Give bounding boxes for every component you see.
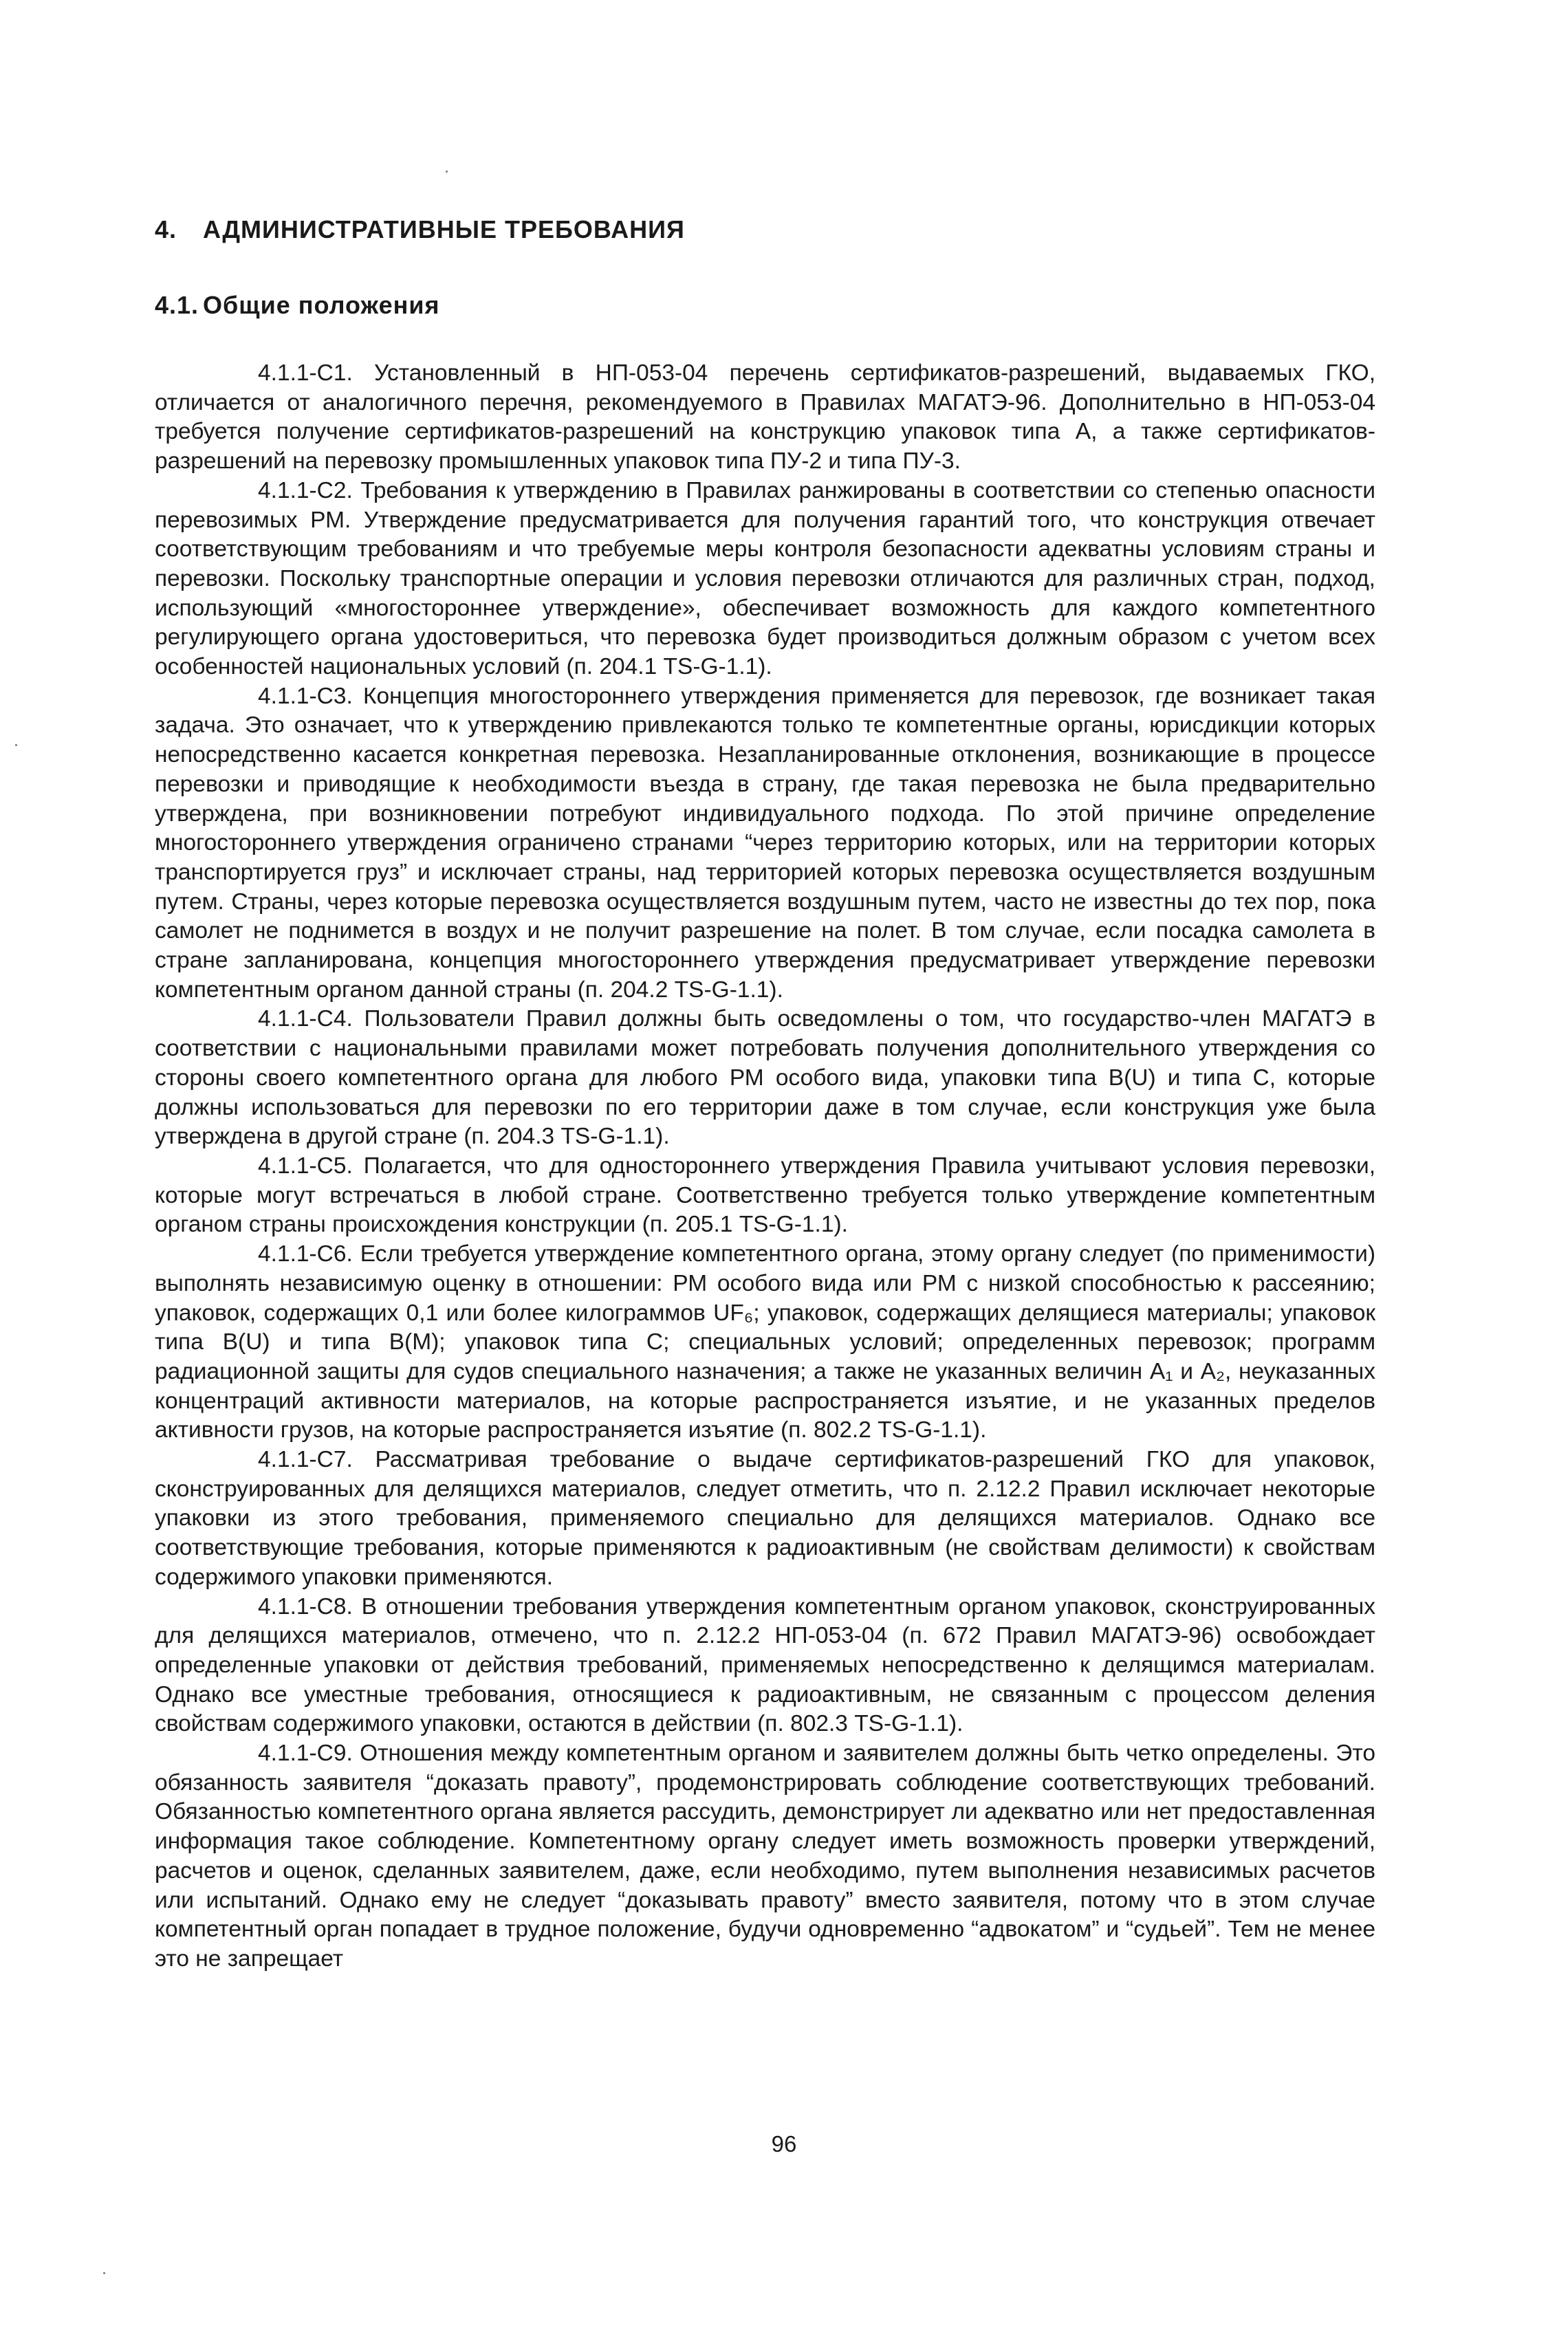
paragraph-4-1-1-c7: 4.1.1-С7. Рассматривая требование о выдаче сертификатов-разрешений ГКО для упаковок, сконструированных для делящихся материалов, следует отметить, что п. 2.12.2 Правил исключает некоторые упаковки из этого требования, применяемого специально для делящихся материалов. Однако все соответствующие требования, которые применяются к радиоактивным (не свойствам делимости) к свойствам содержимого упаковки применяются.: [155, 1447, 1375, 1590]
scan-speck: [103, 2272, 105, 2274]
scan-speck: [15, 744, 17, 746]
paragraph-4-1-1-c4: 4.1.1-С4. Пользователи Правил должны быть осведомлены о том, что государство-член МАГАТЭ в соответствии с национальными правилами может потребовать получения дополнительного утверждения со стороны своего компетентного органа для любого РМ особого вида, упаковки типа B(U) и типа С, которые должны использоваться для перевозки по его территории даже в том случае, если конструкция уже была утверждена в другой стране (п. 204.3 TS-G-1.1).: [155, 1006, 1375, 1150]
paragraph-4-1-1-c8: 4.1.1-С8. В отношении требования утверждения компетентным органом упаковок, сконструированных для делящихся материалов, отмечено, что п. 2.12.2 НП-053-04 (п. 672 Правил МАГАТЭ-96) освобождает определенные упаковки от действия требований, применяемых непосредственно к делящимся материалам. Однако все уместные требования, относящиеся к радиоактивным, не связанным с процессом деления свойствам содержимого упаковки, остаются в действии (п. 802.3 TS-G-1.1).: [155, 1593, 1375, 1737]
paragraph-4-1-1-c3: 4.1.1-С3. Концепция многостороннего утверждения применяется для перевозок, где возникает такая задача. Это означает, что к утверждению привлекаются только те компетентные органы, юрисдикции которых непосредственно касается конкретная перевозка. Незапланированные отклонения, возникающие в процессе перевозки и приводящие к необходимости въезда в страну, где такая перевозка не была предварительно утверждена, при возникновении потребуют индивидуального подхода. По этой причине определение многостороннего утверждения ограничено странами “через территорию которых, или на территории которых транспортируется груз” и исключает страны, над территорией которых перевозка осуществляется воздушным путем. Страны, через которые перевозка осуществляется воздушным путем, часто не известны до тех пор, пока самолет не поднимется в воздух и не получит разрешение на полет. В том случае, если посадка самолета в стране запланирована, концепция многостороннего утверждения предусматривает утверждение перевозки компетентным органом данной страны (п. 204.2 TS-G-1.1).: [155, 683, 1375, 1003]
scan-speck: [446, 171, 448, 173]
paragraph-4-1-1-c9: 4.1.1-С9. Отношения между компетентным органом и заявителем должны быть четко определены. Это обязанность заявителя “доказать правоту”, продемонстрировать соблюдение соответствующих требований. Обязанностью компетентного органа является рассудить, демонстрирует ли адекватно или нет предоставленная информация такое соблюдение. Компетентному органу следует иметь возможность проверки утверждений, расчетов и оценок, сделанных заявителем, даже, если необходимо, путем выполнения независимых расчетов или испытаний. Однако ему не следует “доказывать правоту” вместо заявителя, потому что в этом случае компетентный орган попадает в трудное положение, будучи одновременно “адвокатом” и “судьей”. Тем не менее это не запрещает: [155, 1741, 1375, 1972]
section-heading: [155, 215, 1375, 245]
paragraph-4-1-1-c6: 4.1.1-С6. Если требуется утверждение компетентного органа, этому органу следует (по применимости) выполнять независимую оценку в отношении: РМ особого вида или РМ с низкой способностью к рассеянию; упаковок, содержащих 0,1 или более килограммов UF₆; упаковок, содержащих делящиеся материалы; упаковок типа B(U) и типа B(M); упаковок типа С; специальных условий; определенных перевозок; программ радиационной защиты для судов специального назначения; а также не указанных величин A₁ и A₂, неуказанных концентраций активности материалов, на которые распространяется изъятие, и не указанных пределов активности грузов, на которые распространяется изъятие (п. 802.2 TS-G-1.1).: [155, 1241, 1375, 1443]
paragraph-4-1-1-c5: 4.1.1-С5. Полагается, что для одностороннего утверждения Правила учитывают условия перевозки, которые могут встречаться в любой стране. Соответственно требуется только утверждение компетентным органом страны происхождения конструкции (п. 205.1 TS-G-1.1).: [155, 1153, 1375, 1238]
subsection-title: Общие положения: [203, 291, 440, 319]
paragraph-4-1-1-c1: 4.1.1-С1. Установленный в НП-053-04 перечень сертификатов-разрешений, выдаваемых ГКО, отличается от аналогичного перечня, рекомендуемого в Правилах МАГАТЭ-96. Дополнительно в НП-053-04 требуется получение сертификатов-разрешений на конструкцию упаковок типа А, а также сертификатов-разрешений на перевозку промышленных упаковок типа ПУ-2 и типа ПУ-3.: [155, 360, 1375, 475]
paragraph-4-1-1-c2: 4.1.1-С2. Требования к утверждению в Правилах ранжированы в соответствии со степенью опасности перевозимых РМ. Утверждение предусматривается для получения гарантий того, что конструкция отвечает соответствующим требованиям и что требуемые меры контроля безопасности адекватны условиям страны и перевозки. Поскольку транспортные операции и условия перевозки отличаются для различных стран, подход, использующий «многостороннее утверждение», обеспечивает возможность для каждого компетентного регулирующего органа удостовериться, что перевозка будет производиться должным образом с учетом всех особенностей национальных условий (п. 204.1 TS-G-1.1).: [155, 477, 1375, 680]
subsection-number: 4.1.: [155, 291, 199, 319]
subsection-heading: [155, 290, 1375, 320]
section-number: 4.: [155, 215, 177, 243]
document-page: [155, 206, 1375, 1974]
body-text: [155, 359, 1375, 1974]
page-number: 96: [771, 2131, 797, 2157]
section-title: АДМИНИСТРАТИВНЫЕ ТРЕБОВАНИЯ: [203, 215, 685, 243]
